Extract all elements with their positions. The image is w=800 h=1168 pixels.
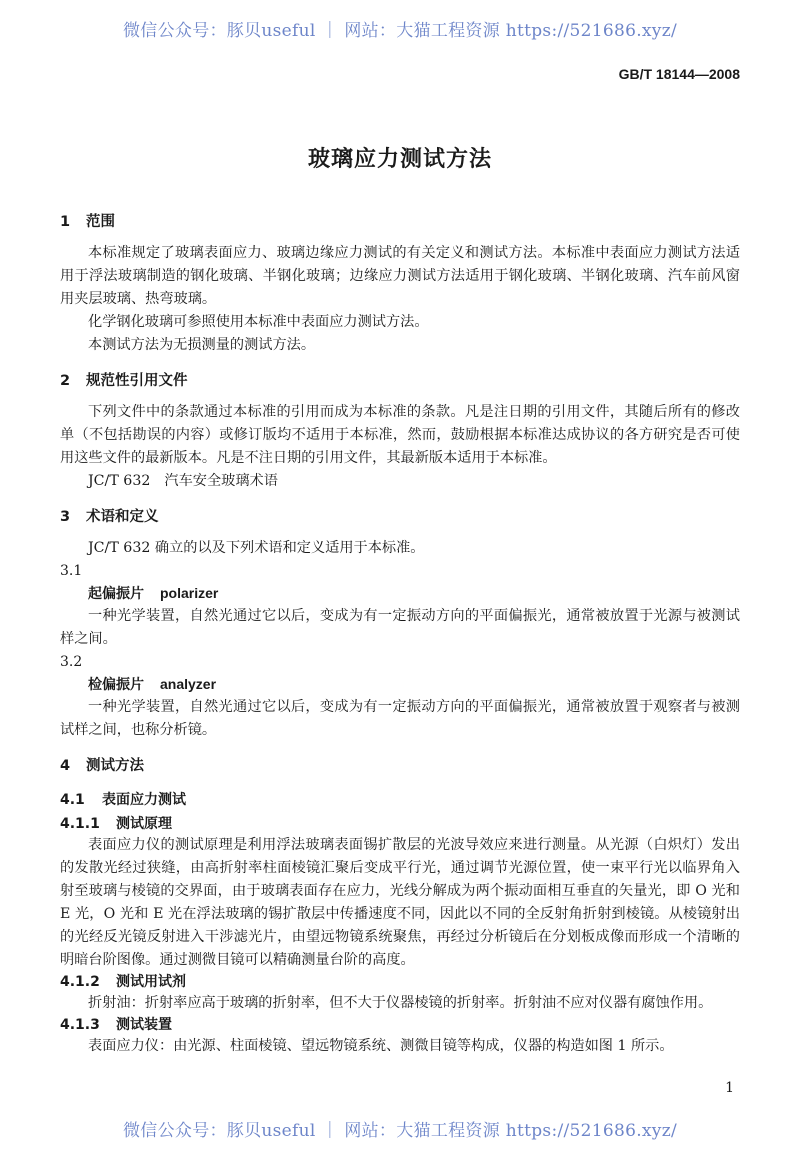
- section-1-paragraph-2: 化学钢化玻璃可参照使用本标准中表面应力测试方法。: [88, 314, 429, 330]
- section-title: 规范性引用文件: [86, 373, 188, 389]
- term-english: analyzer: [160, 676, 217, 692]
- term-chinese: 起偏振片: [88, 586, 144, 602]
- section-4-1-3-paragraph: 表面应力仪：由光源、柱面棱镜、望远物镜系统、测微目镜等构成，仪器的构造如图 1 所示。: [88, 1038, 674, 1054]
- reference-title: 汽车安全玻璃术语: [164, 473, 278, 489]
- term-3-1-definition: 一种光学装置，自然光通过它以后，变成为有一定振动方向的平面偏振光，通常被放置于光源与被测试样之间。: [60, 608, 740, 647]
- term-english: polarizer: [160, 585, 219, 601]
- term-chinese: 检偏振片: [88, 677, 144, 693]
- section-number: 4.1: [60, 792, 85, 808]
- document-title: 玻璃应力测试方法: [307, 147, 492, 172]
- section-1-heading: [60, 212, 740, 232]
- watermark-bottom: 微信公众号：豚贝useful ｜ 网站：大猫工程资源 https://521686.xyz/: [123, 1121, 677, 1141]
- section-4-heading: [60, 756, 740, 776]
- section-3-heading: [60, 507, 740, 527]
- section-3-intro: JC/T 632 确立的以及下列术语和定义适用于本标准。: [88, 540, 425, 556]
- page-number: 1: [725, 1080, 734, 1096]
- term-3-2: [60, 673, 740, 696]
- section-4-1-1-paragraph: 表面应力仪的测试原理是利用浮法玻璃表面锡扩散层的光波导效应来进行测量。从光源（白炽灯）发出的发散光经过狭缝，由高折射率柱面棱镜汇聚后变成平行光，通过调节光源位置，使一束平行光以临界角入射至玻璃与棱镜的交界面，由于玻璃表面存在应力，光线分解成为两个振动面相互垂直的矢量光，即 O 光和 E 光，O 光和 E 光在浮法玻璃的锡扩散层中传播速度不同，因此以不同的全反射角折射到棱镜。从棱镜射出的光经反光镜反射进入干涉滤光片，由望远物镜系统聚焦，再经过分析镜后在分划板成像而形成一个清晰的明暗台阶图像。通过测微目镜可以精确测量台阶的高度。: [60, 837, 740, 968]
- reference-code: JC/T 632: [88, 473, 151, 489]
- standard-number: GB/T 18144—2008: [618, 66, 740, 82]
- normative-reference: [60, 470, 740, 493]
- section-4-1-2-paragraph: 折射油：折射率应高于玻璃的折射率，但不大于仪器棱镜的折射率。折射油不应对仪器有腐蚀作用。: [88, 995, 713, 1011]
- term-3-2-number: 3.2: [60, 654, 83, 670]
- section-number: 3: [60, 509, 71, 525]
- section-number: 4.1.1: [60, 816, 100, 832]
- section-4-1-heading: [60, 790, 740, 810]
- section-2-paragraph: 下列文件中的条款通过本标准的引用而成为本标准的条款。凡是注日期的引用文件，其随后所有的修改单（不包括勘误的内容）或修订版均不适用于本标准，然而，鼓励根据本标准达成协议的各方研究是否可使用这些文件的最新版本。凡是不注日期的引用文件，其最新版本适用于本标准。: [60, 404, 740, 466]
- section-2-heading: [60, 371, 740, 391]
- section-title: 测试原理: [116, 816, 172, 832]
- section-number: 4.1.2: [60, 974, 100, 990]
- watermark-top: 微信公众号：豚贝useful ｜ 网站：大猫工程资源 https://521686.xyz/: [123, 21, 677, 41]
- section-title: 表面应力测试: [102, 792, 186, 808]
- section-title: 范围: [86, 214, 115, 230]
- term-3-1-number: 3.1: [60, 563, 83, 579]
- section-number: 4: [60, 758, 71, 774]
- section-4-1-2-heading: [60, 972, 740, 992]
- section-1-paragraph-1: 本标准规定了玻璃表面应力、玻璃边缘应力测试的有关定义和测试方法。本标准中表面应力测试方法适用于浮法玻璃制造的钢化玻璃、半钢化玻璃；边缘应力测试方法适用于钢化玻璃、半钢化玻璃、汽车前风窗用夹层玻璃、热弯玻璃。: [60, 245, 740, 307]
- section-title: 测试用试剂: [116, 974, 186, 990]
- section-4-1-1-heading: [60, 814, 740, 834]
- document-body: [60, 212, 740, 1058]
- term-3-2-definition: 一种光学装置，自然光通过它以后，变成为有一定振动方向的平面偏振光，通常被放置于观察者与被测试样之间，也称分析镜。: [60, 699, 740, 738]
- section-title: 测试方法: [86, 758, 144, 774]
- section-number: 1: [60, 214, 71, 230]
- section-number: 2: [60, 373, 71, 389]
- section-4-1-3-heading: [60, 1015, 740, 1035]
- term-3-1: [60, 582, 740, 605]
- section-number: 4.1.3: [60, 1017, 100, 1033]
- section-1-paragraph-3: 本测试方法为无损测量的测试方法。: [88, 337, 316, 353]
- section-title: 测试装置: [116, 1017, 172, 1033]
- section-title: 术语和定义: [86, 509, 159, 525]
